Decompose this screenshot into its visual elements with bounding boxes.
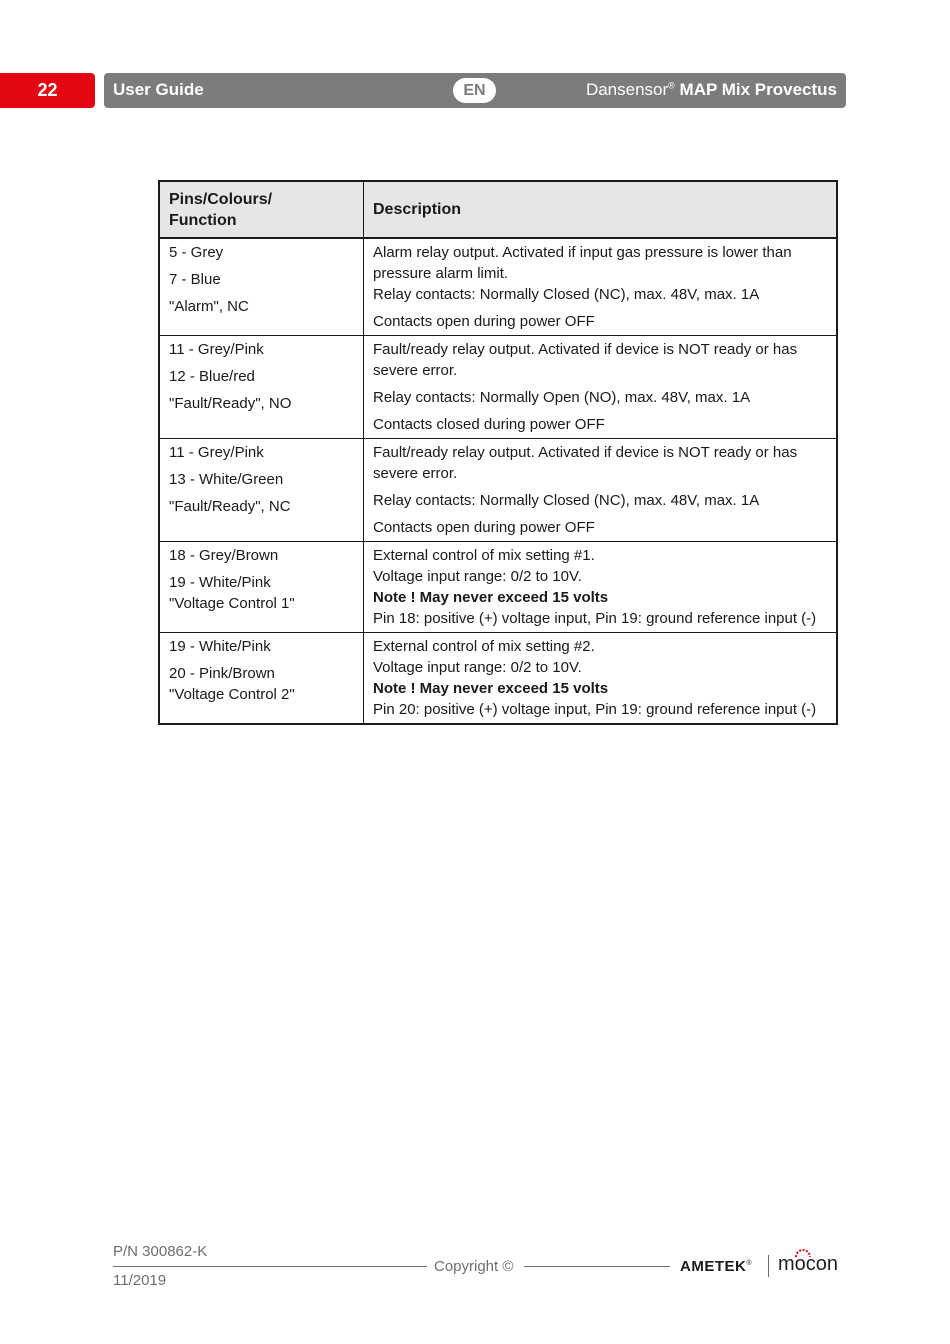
description-cell (364, 439, 838, 542)
pin-line: 19 - White/Pink (169, 638, 271, 655)
description-cell (364, 238, 838, 336)
desc-line: Contacts open during power OFF (373, 519, 595, 536)
pin-line: 11 - Grey/Pink (169, 444, 264, 461)
copyright-notice: Copyright © (434, 1258, 514, 1275)
header-description: Description (364, 181, 838, 238)
ametek-registered-mark: ® (746, 1260, 753, 1267)
pin-line: 7 - Blue (169, 271, 221, 288)
desc-line: Alarm relay output. Activated if input gas pressure is lower than pressure alarm limit. (373, 244, 792, 282)
description-cell (364, 542, 838, 633)
language-badge: EN (453, 78, 496, 103)
table-header-row (159, 181, 837, 238)
pin-line: "Voltage Control 2" (169, 686, 295, 703)
desc-line: Contacts closed during power OFF (373, 416, 605, 433)
desc-line: Fault/ready relay output. Activated if device is NOT ready or has severe error. (373, 341, 798, 379)
page-number: 22 (0, 73, 95, 108)
warning-note: Note ! May never exceed 15 volts (373, 589, 609, 606)
pins-cell (159, 336, 364, 439)
footer-divider (113, 1266, 427, 1267)
pin-line: 18 - Grey/Brown (169, 547, 279, 564)
ametek-logo-text: AMETEK (680, 1258, 747, 1275)
publication-date: 11/2019 (113, 1272, 167, 1289)
product-name (586, 80, 837, 100)
pins-cell (159, 633, 364, 725)
pin-line: "Fault/Ready", NC (169, 498, 291, 515)
pin-function-table (158, 180, 838, 725)
desc-line: Contacts open during power OFF (373, 313, 595, 330)
header-pins: Pins/Colours/ Function (159, 181, 364, 238)
pin-line: 20 - Pink/Brown (169, 665, 275, 682)
pin-line: "Voltage Control 1" (169, 595, 295, 612)
part-number: P/N 300862-K (113, 1243, 208, 1260)
header-bar (104, 73, 846, 108)
table-row (159, 238, 837, 336)
pin-line: "Fault/Ready", NO (169, 395, 292, 412)
desc-line: External control of mix setting #1. (373, 547, 595, 564)
mocon-logo: mocon (778, 1253, 839, 1275)
desc-line: Relay contacts: Normally Open (NO), max. 48V, max. 1A (373, 389, 751, 406)
desc-line: Relay contacts: Normally Closed (NC), max. 48V, max. 1A (373, 492, 760, 509)
model-name: MAP Mix Provectus (679, 80, 837, 99)
pin-line: 5 - Grey (169, 244, 224, 261)
description-cell (364, 633, 838, 725)
table-row (159, 336, 837, 439)
desc-line: Voltage input range: 0/2 to 10V. (373, 568, 582, 585)
registered-mark: ® (668, 80, 675, 91)
guide-title: User Guide (113, 80, 204, 99)
pin-line: "Alarm", NC (169, 298, 249, 315)
desc-line: Voltage input range: 0/2 to 10V. (373, 659, 582, 676)
desc-line: Pin 18: positive (+) voltage input, Pin 19: ground reference input (-) (373, 610, 817, 627)
desc-line: Fault/ready relay output. Activated if device is NOT ready or has severe error. (373, 444, 798, 482)
desc-line: External control of mix setting #2. (373, 638, 595, 655)
pins-cell (159, 542, 364, 633)
pins-cell (159, 439, 364, 542)
warning-note: Note ! May never exceed 15 volts (373, 680, 609, 697)
desc-line: Pin 20: positive (+) voltage input, Pin 19: ground reference input (-) (373, 701, 817, 718)
brand-name: Dansensor (585, 80, 669, 99)
table-row (159, 439, 837, 542)
pin-line: 13 - White/Green (169, 471, 284, 488)
pin-line: 12 - Blue/red (169, 368, 255, 385)
description-cell (364, 336, 838, 439)
logo-separator (768, 1255, 769, 1277)
pin-line: 19 - White/Pink (169, 574, 271, 591)
table-row (159, 542, 837, 633)
desc-line: Relay contacts: Normally Closed (NC), max. 48V, max. 1A (373, 286, 760, 303)
ametek-logo (680, 1258, 752, 1275)
pins-cell (159, 238, 364, 336)
footer-divider (524, 1266, 670, 1267)
table-row (159, 633, 837, 725)
pin-line: 11 - Grey/Pink (169, 341, 264, 358)
